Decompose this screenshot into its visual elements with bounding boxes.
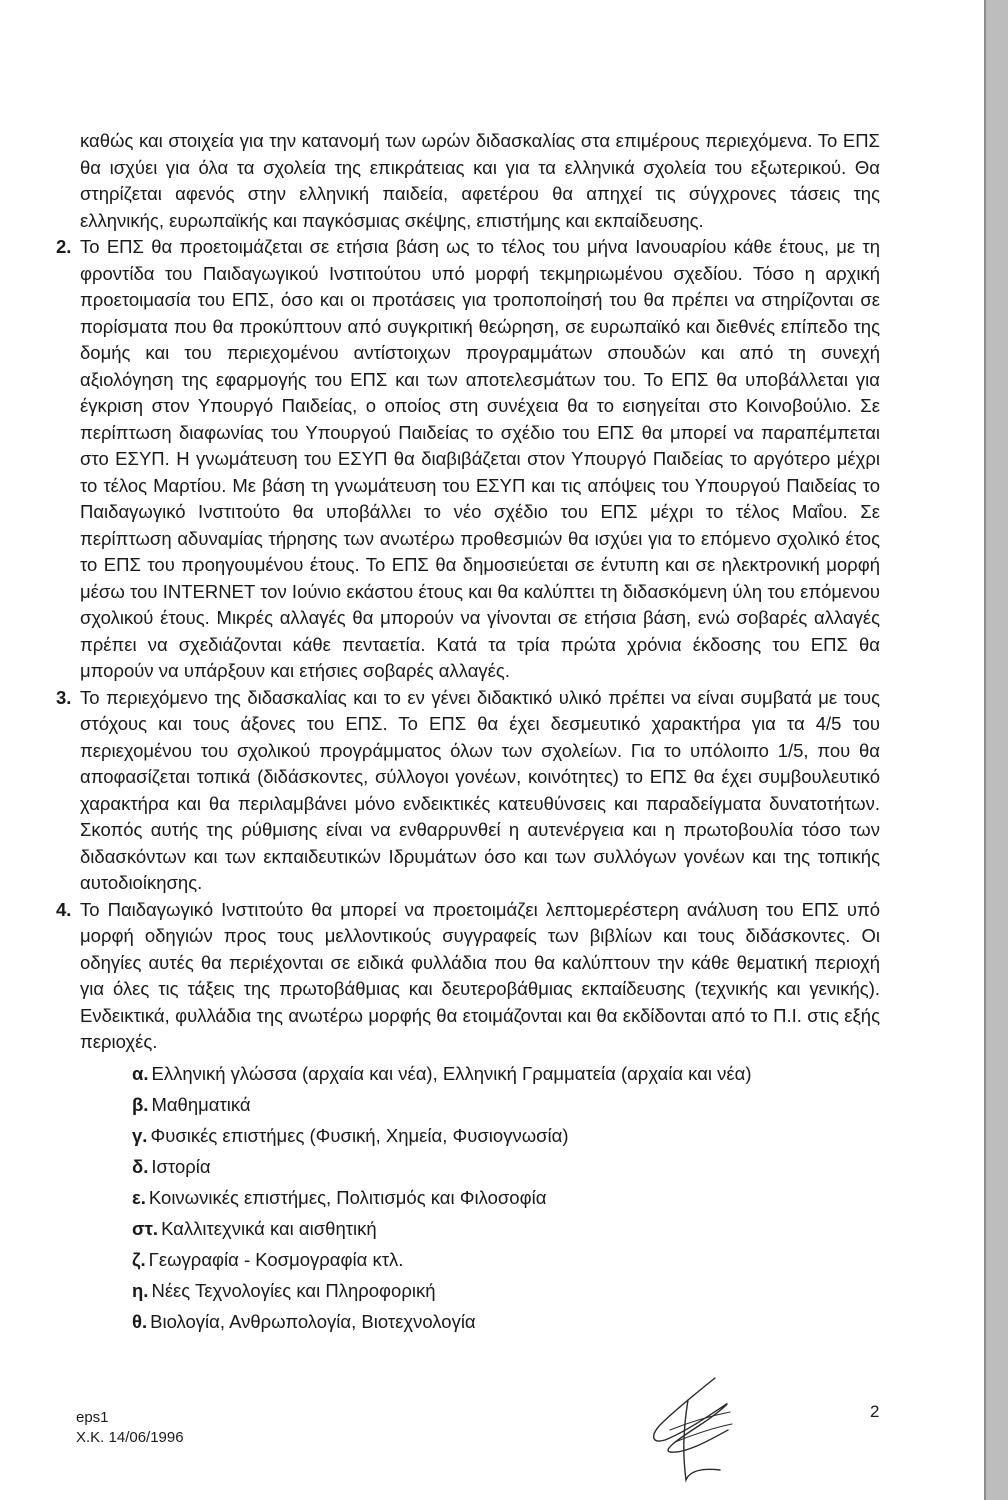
list-letter: ζ. — [132, 1248, 146, 1270]
list-item — [132, 1089, 880, 1120]
signature-icon — [640, 1370, 750, 1490]
point-number: 4. — [56, 898, 72, 920]
list-item — [132, 1275, 880, 1306]
list-text: Γεωγραφία - Κοσμογραφία κτλ. — [148, 1248, 404, 1270]
point-number: 3. — [56, 686, 72, 708]
point-number: 2. — [56, 236, 72, 257]
list-letter: β. — [132, 1093, 149, 1115]
list-item — [132, 1213, 880, 1244]
page-number: 2 — [870, 1402, 880, 1421]
list-item — [132, 1151, 880, 1182]
list-letter: θ. — [132, 1310, 148, 1332]
list-item — [132, 1120, 880, 1151]
list-text: Βιολογία, Ανθρωπολογία, Βιοτεχνολογία — [150, 1310, 476, 1332]
author-date: Χ.Κ. 14/06/1996 — [76, 1429, 184, 1446]
list-letter: γ. — [132, 1124, 148, 1146]
list-text: Κοινωνικές επιστήμες, Πολιτισμός και Φιλοσοφία — [148, 1186, 547, 1208]
point-text: Το περιεχόμενο της διδασκαλίας και το εν γένει διδακτικό υλικό πρέπει να είναι συμβατά με τους στόχους και τους άξονες του ΕΠΣ. Το ΕΠΣ θα έχει δεσμευτικό χαρακτήρα για τα 4/5 του περιεχομένου του σχολικού προγράμματος όλων των σχολείων. Για το υπόλοιπο 1/5, που θα αποφασίζεται τοπικά (διδάσκοντες, σύλλογοι γονέων, κοινότητες) το ΕΠΣ θα έχει συμβουλευτικό χαρακτήρα και θα περιλαμβάνει μόνο ενδεικτικές κατευθύνσεις και παραδείγματα δυνατοτήτων. Σκοπός αυτής της ρύθμισης είναι να ενθαρρυνθεί η αυτενέργεια και η πρωτοβουλία τόσο των διδασκόντων και των εκπαιδευτικών Ιδρυμάτων όσο και των συλλόγων γονέων και της τοπικής αυτοδιοίκησης. — [80, 686, 880, 893]
document-body — [56, 128, 880, 1337]
list-text: Ελληνική γλώσσα (αρχαία και νέα), Ελληνική Γραμματεία (αρχαία και νέα) — [151, 1062, 752, 1084]
list-item — [132, 1244, 880, 1275]
list-item — [132, 1306, 880, 1337]
subject-list — [132, 1058, 880, 1337]
list-text: Μαθηματικά — [151, 1093, 251, 1115]
point-text: Το ΕΠΣ θα προετοιμάζεται σε ετήσια βάση ως το τέλος του μήνα Ιανουαρίου κάθε έτους, με τη φροντίδα του Παιδαγωγικού Ινστιτούτου υπό μορφή τεκμηριωμένου σχεδίου. Τόσο η αρχική προετοιμασία του ΕΠΣ, όσο και οι προτάσεις για τροποποίησή του θα πρέπει να στηρίζονται σε πορίσματα που θα προκύπτουν από συγκριτική θεώρηση, σε ευρωπαϊκό και διεθνές επίπεδο της δομής και του περιεχομένου αντίστοιχων προγραμμάτων σπουδών και από τη συνεχή αξιολόγηση της εφαρμογής του ΕΠΣ και των αποτελεσμάτων του. Το ΕΠΣ θα υποβάλλεται για έγκριση στον Υπουργό Παιδείας, ο οποίος στη συνέχεια θα το εισηγείται στο Κοινοβούλιο. Σε περίπτωση διαφωνίας του Υπουργού Παιδείας το σχέδιο του ΕΠΣ θα μπορεί να παραπέμπεται στο ΕΣΥΠ. Η γνωμάτευση του ΕΣΥΠ θα διαβιβάζεται στον Υπουργό Παιδείας το αργότερο μέχρι το τέλος Μαρτίου. Με βάση τη γνωμάτευση του ΕΣΥΠ και τις απόψεις του Υπουργού Παιδείας το Παιδαγωγικό Ινστιτούτο θα υποβάλλει το νέο σχέδιο του ΕΠΣ μέχρι το τέλος Μαΐου. Σε περίπτωση αδυναμίας τήρησης των ανωτέρω προθεσμιών θα ισχύει για το επόμενο σχολικό έτος το ΕΠΣ του προηγουμένου έτους. Το ΕΠΣ θα δημοσιεύεται σε έντυπη και σε ηλεκτρονική μορφή μέσω του INTERNET τον Ιούνιο εκάστου έτους και θα καλύπτει τη διδασκόμενη ύλη του επόμενου σχολικού έτους. Μικρές αλλαγές θα μπορούν να γίνονται σε ετήσια βάση, ενώ σοβαρές αλλαγές πρέπει να σχεδιάζονται κάθε πενταετία. Κατά τα τρία πρώτα χρόνια έκδοσης του ΕΠΣ θα μπορούν να υπάρξουν και ετήσιες σοβαρές αλλαγές. — [80, 236, 880, 681]
point-text: Το Παιδαγωγικό Ινστιτούτο θα μπορεί να προετοιμάζει λεπτομερέστερη ανάλυση του ΕΠΣ υπό μορφή οδηγιών προς τους μελλοντικούς συγγραφείς των βιβλίων και τους διδάσκοντες. Οι οδηγίες αυτές θα περιέχονται σε ειδικά φυλλάδια που θα καλύπτουν την κάθε θεματική περιοχή για όλες τις τάξεις της πρωτοβάθμιας και δευτεροβάθμιας εκπαίδευσης (τεχνικής και γενικής). Ενδεικτικά, φυλλάδια της ανωτέρω μορφής θα ετοιμάζονται και θα εκδίδονται από το Π.Ι. στις εξής περιοχές. — [80, 898, 880, 1052]
page-edge — [986, 0, 1008, 1500]
doc-id: eps1 — [76, 1409, 109, 1426]
list-letter: ε. — [132, 1186, 146, 1208]
list-letter: α. — [132, 1062, 149, 1084]
list-item — [132, 1058, 880, 1089]
list-letter: δ. — [132, 1155, 149, 1177]
list-text: Νέες Τεχνολογίες και Πληροφορική — [151, 1279, 436, 1301]
point-2 — [56, 234, 880, 685]
list-item — [132, 1182, 880, 1213]
list-text: Φυσικές επιστήμες (Φυσική, Χημεία, Φυσιογνωσία) — [150, 1124, 569, 1146]
point-4 — [56, 897, 880, 1056]
intro-paragraph: καθώς και στοιχεία για την κατανομή των ωρών διδασκαλίας στα επιμέρους περιεχόμενα. Το ΕΠΣ θα ισχύει για όλα τα σχολεία της επικράτειας και για τα ελληνικά σχολεία του εξωτερικού. Θα στηρίζεται αφενός στην ελληνική παιδεία, αφετέρου θα απηχεί τις σύγχρονες τάσεις της ελληνικής, ευρωπαϊκής και παγκόσμιας σκέψης, επιστήμης και εκπαίδευσης. — [80, 130, 880, 231]
list-text: Καλλιτεχνικά και αισθητική — [161, 1217, 377, 1239]
point-3 — [56, 685, 880, 897]
list-letter: η. — [132, 1279, 149, 1301]
list-text: Ιστορία — [151, 1155, 211, 1177]
footer — [76, 1408, 184, 1448]
list-letter: στ. — [132, 1217, 159, 1239]
